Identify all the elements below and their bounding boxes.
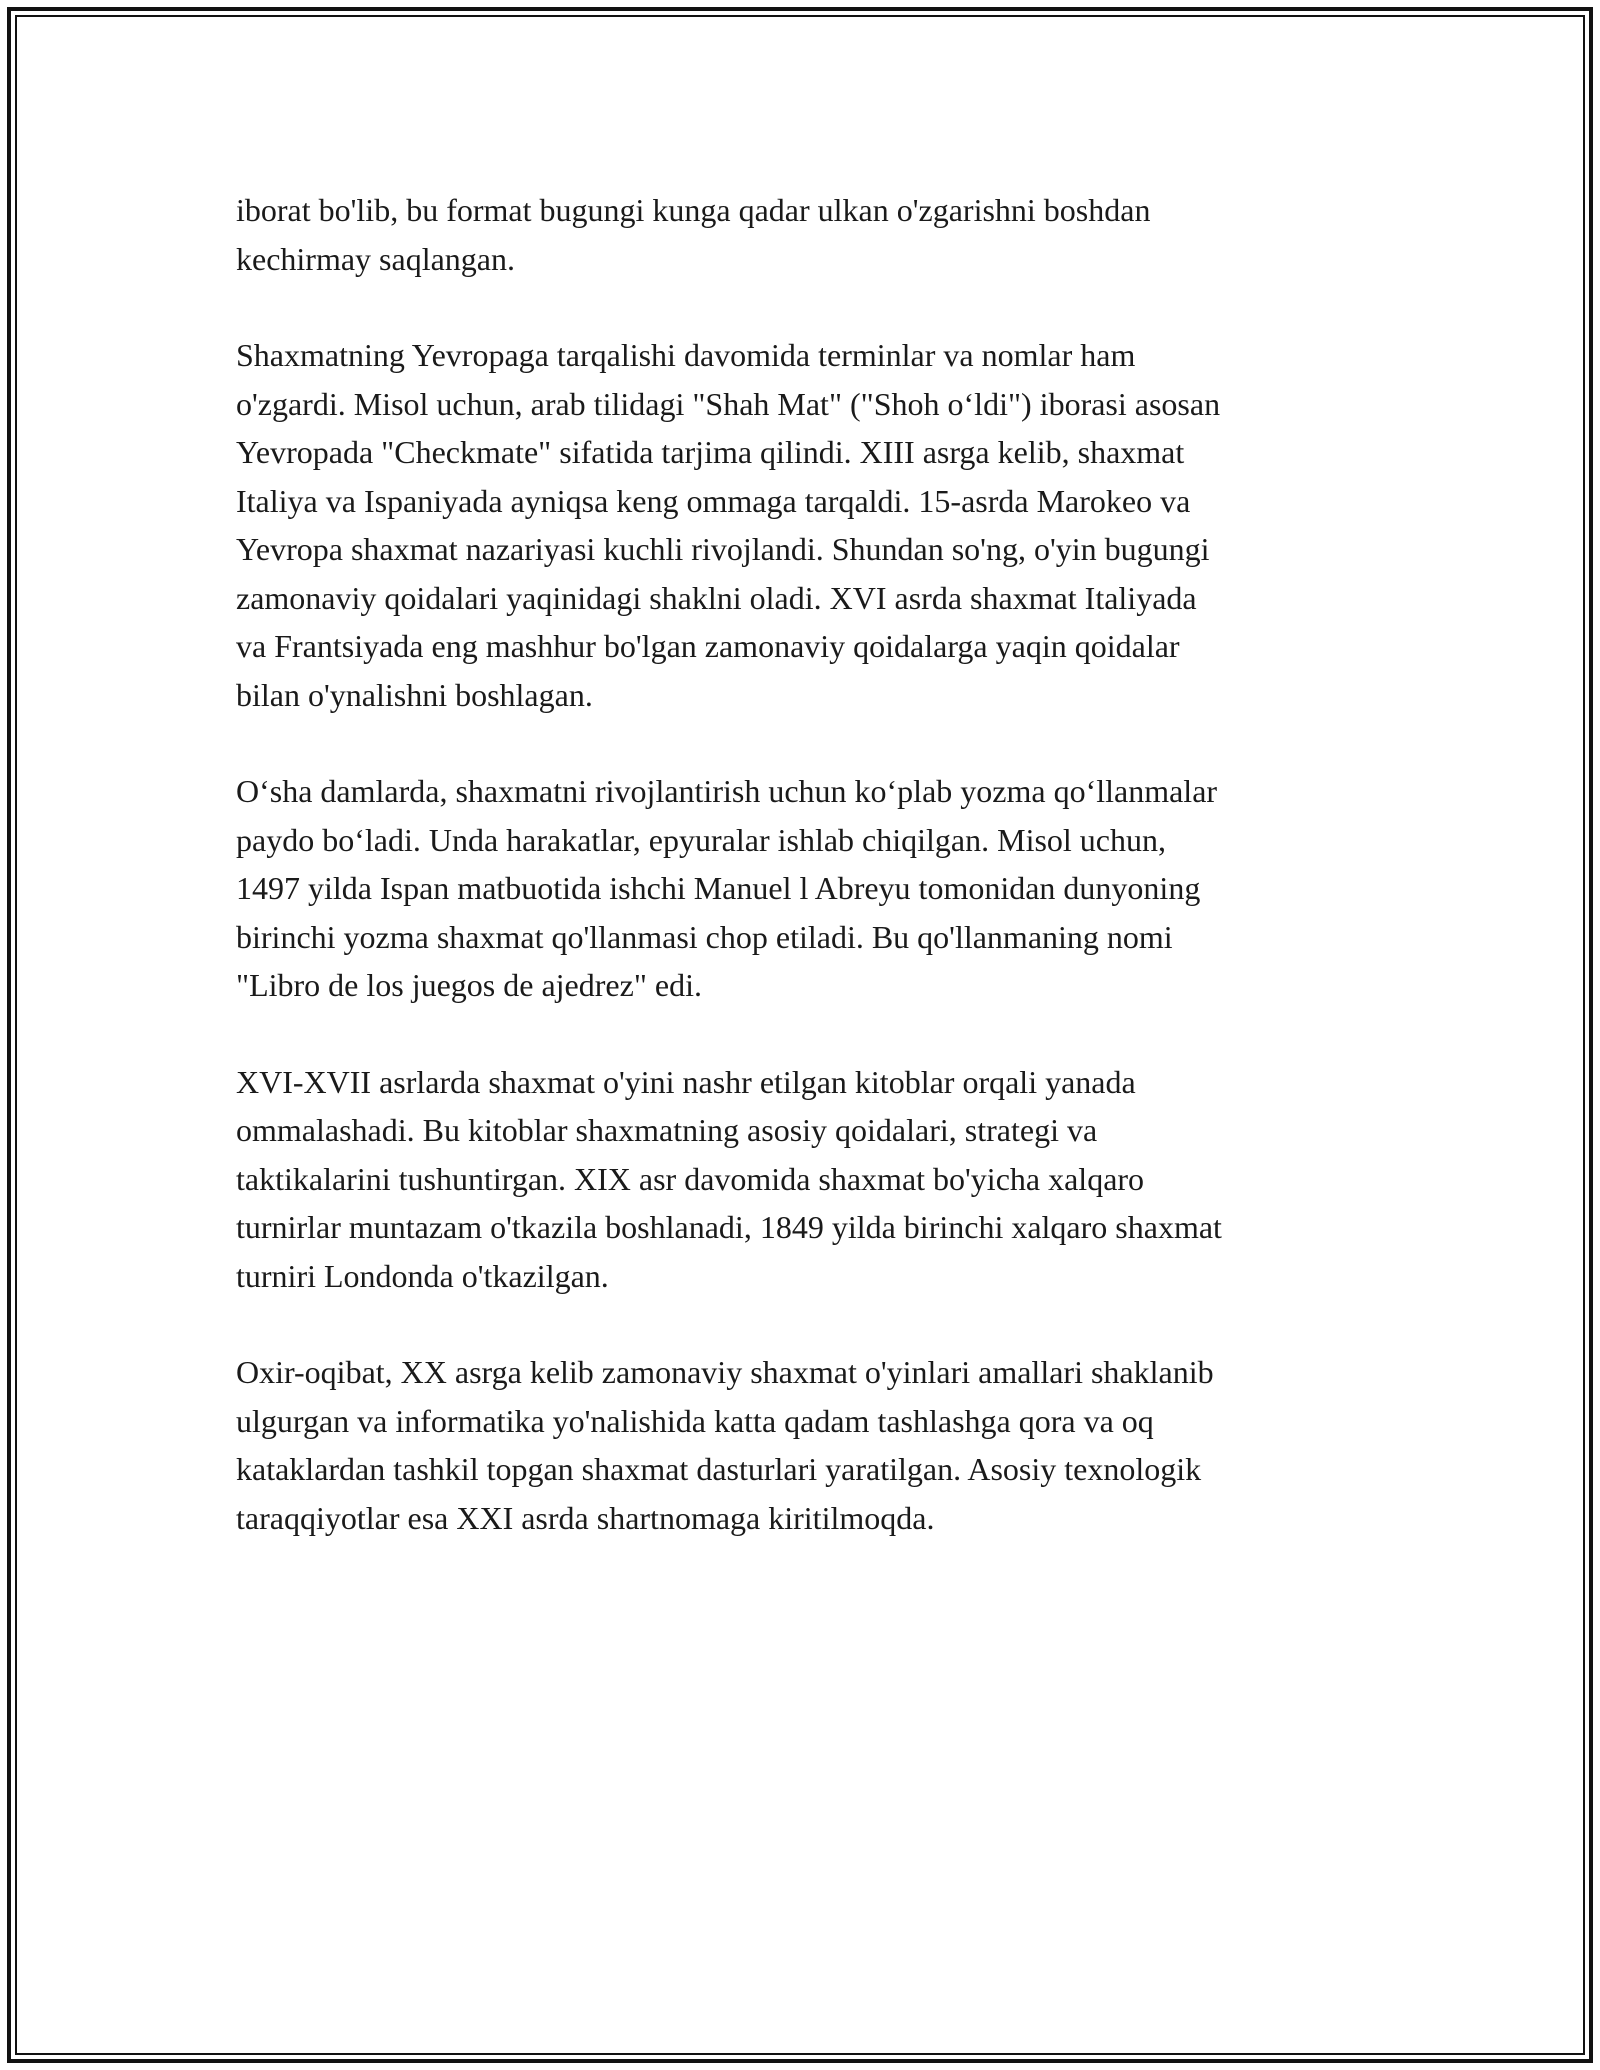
- paragraph-5: Oxir-oqibat, XX asrga kelib zamonaviy shaxmat o'yinlari amallari shaklanib ulgurgan va informatika yo'nalishida katta qadam tashlashga qora va oq kataklardan tashkil topgan shaxmat dasturlari yaratilgan. Asosiy texnologik taraqqiyotlar esa XXI asrda shartnomaga kiritilmoqda.: [236, 1354, 1214, 1536]
- paragraph-2: Shaxmatning Yevropaga tarqalishi davomida terminlar va nomlar ham o'zgardi. Misol uchun, arab tilidagi "Shah Mat" ("Shoh o‘ldi") iborasi asosan Yevropada "Checkmate" sifatida tarjima qilindi. XIII asrga kelib, shaxmat Italiya va Ispaniyada ayniqsa keng ommaga tarqaldi. 15-asrda Marokeo va Yevropa shaxmat nazariyasi kuchli rivojlandi. Shundan so'ng, o'yin bugungi zamonaviy qoidalari yaqinidagi shaklni oladi. XVI asrda shaxmat Italiyada va Frantsiyada eng mashhur bo'lgan zamonaviy qoidalarga yaqin qoidalar bilan o'ynalishni boshlagan.: [236, 337, 1221, 713]
- paragraph-3: O‘sha damlarda, shaxmatni rivojlantirish uchun ko‘plab yozma qo‘llanmalar paydo bo‘ladi. Unda harakatlar, epyuralar ishlab chiqilgan. Misol uchun, 1497 yilda Ispan matbuotida ishchi Manuel l Abreyu tomonidan dunyoning birinchi yozma shaxmat qo'llanmasi chop etiladi. Bu qo'llanmaning nomi "Libro de los juegos de ajedrez" edi.: [236, 773, 1218, 1003]
- paragraph-1: iborat bo'lib, bu format bugungi kunga qadar ulkan o'zgarishni boshdan kechirmay saqlangan.: [236, 192, 1151, 277]
- paragraph-4: XVI-XVII asrlarda shaxmat o'yini nashr etilgan kitoblar orqali yanada ommalashadi. Bu kitoblar shaxmatning asosiy qoidalari, strategi va taktikalarini tushuntirgan. XIX asr davomida shaxmat bo'yicha xalqaro turnirlar muntazam o'tkazila boshlanadi, 1849 yilda birinchi xalqaro shaxmat turniri Londonda o'tkazilgan.: [236, 1063, 1222, 1294]
- document-body: [236, 186, 1376, 1590]
